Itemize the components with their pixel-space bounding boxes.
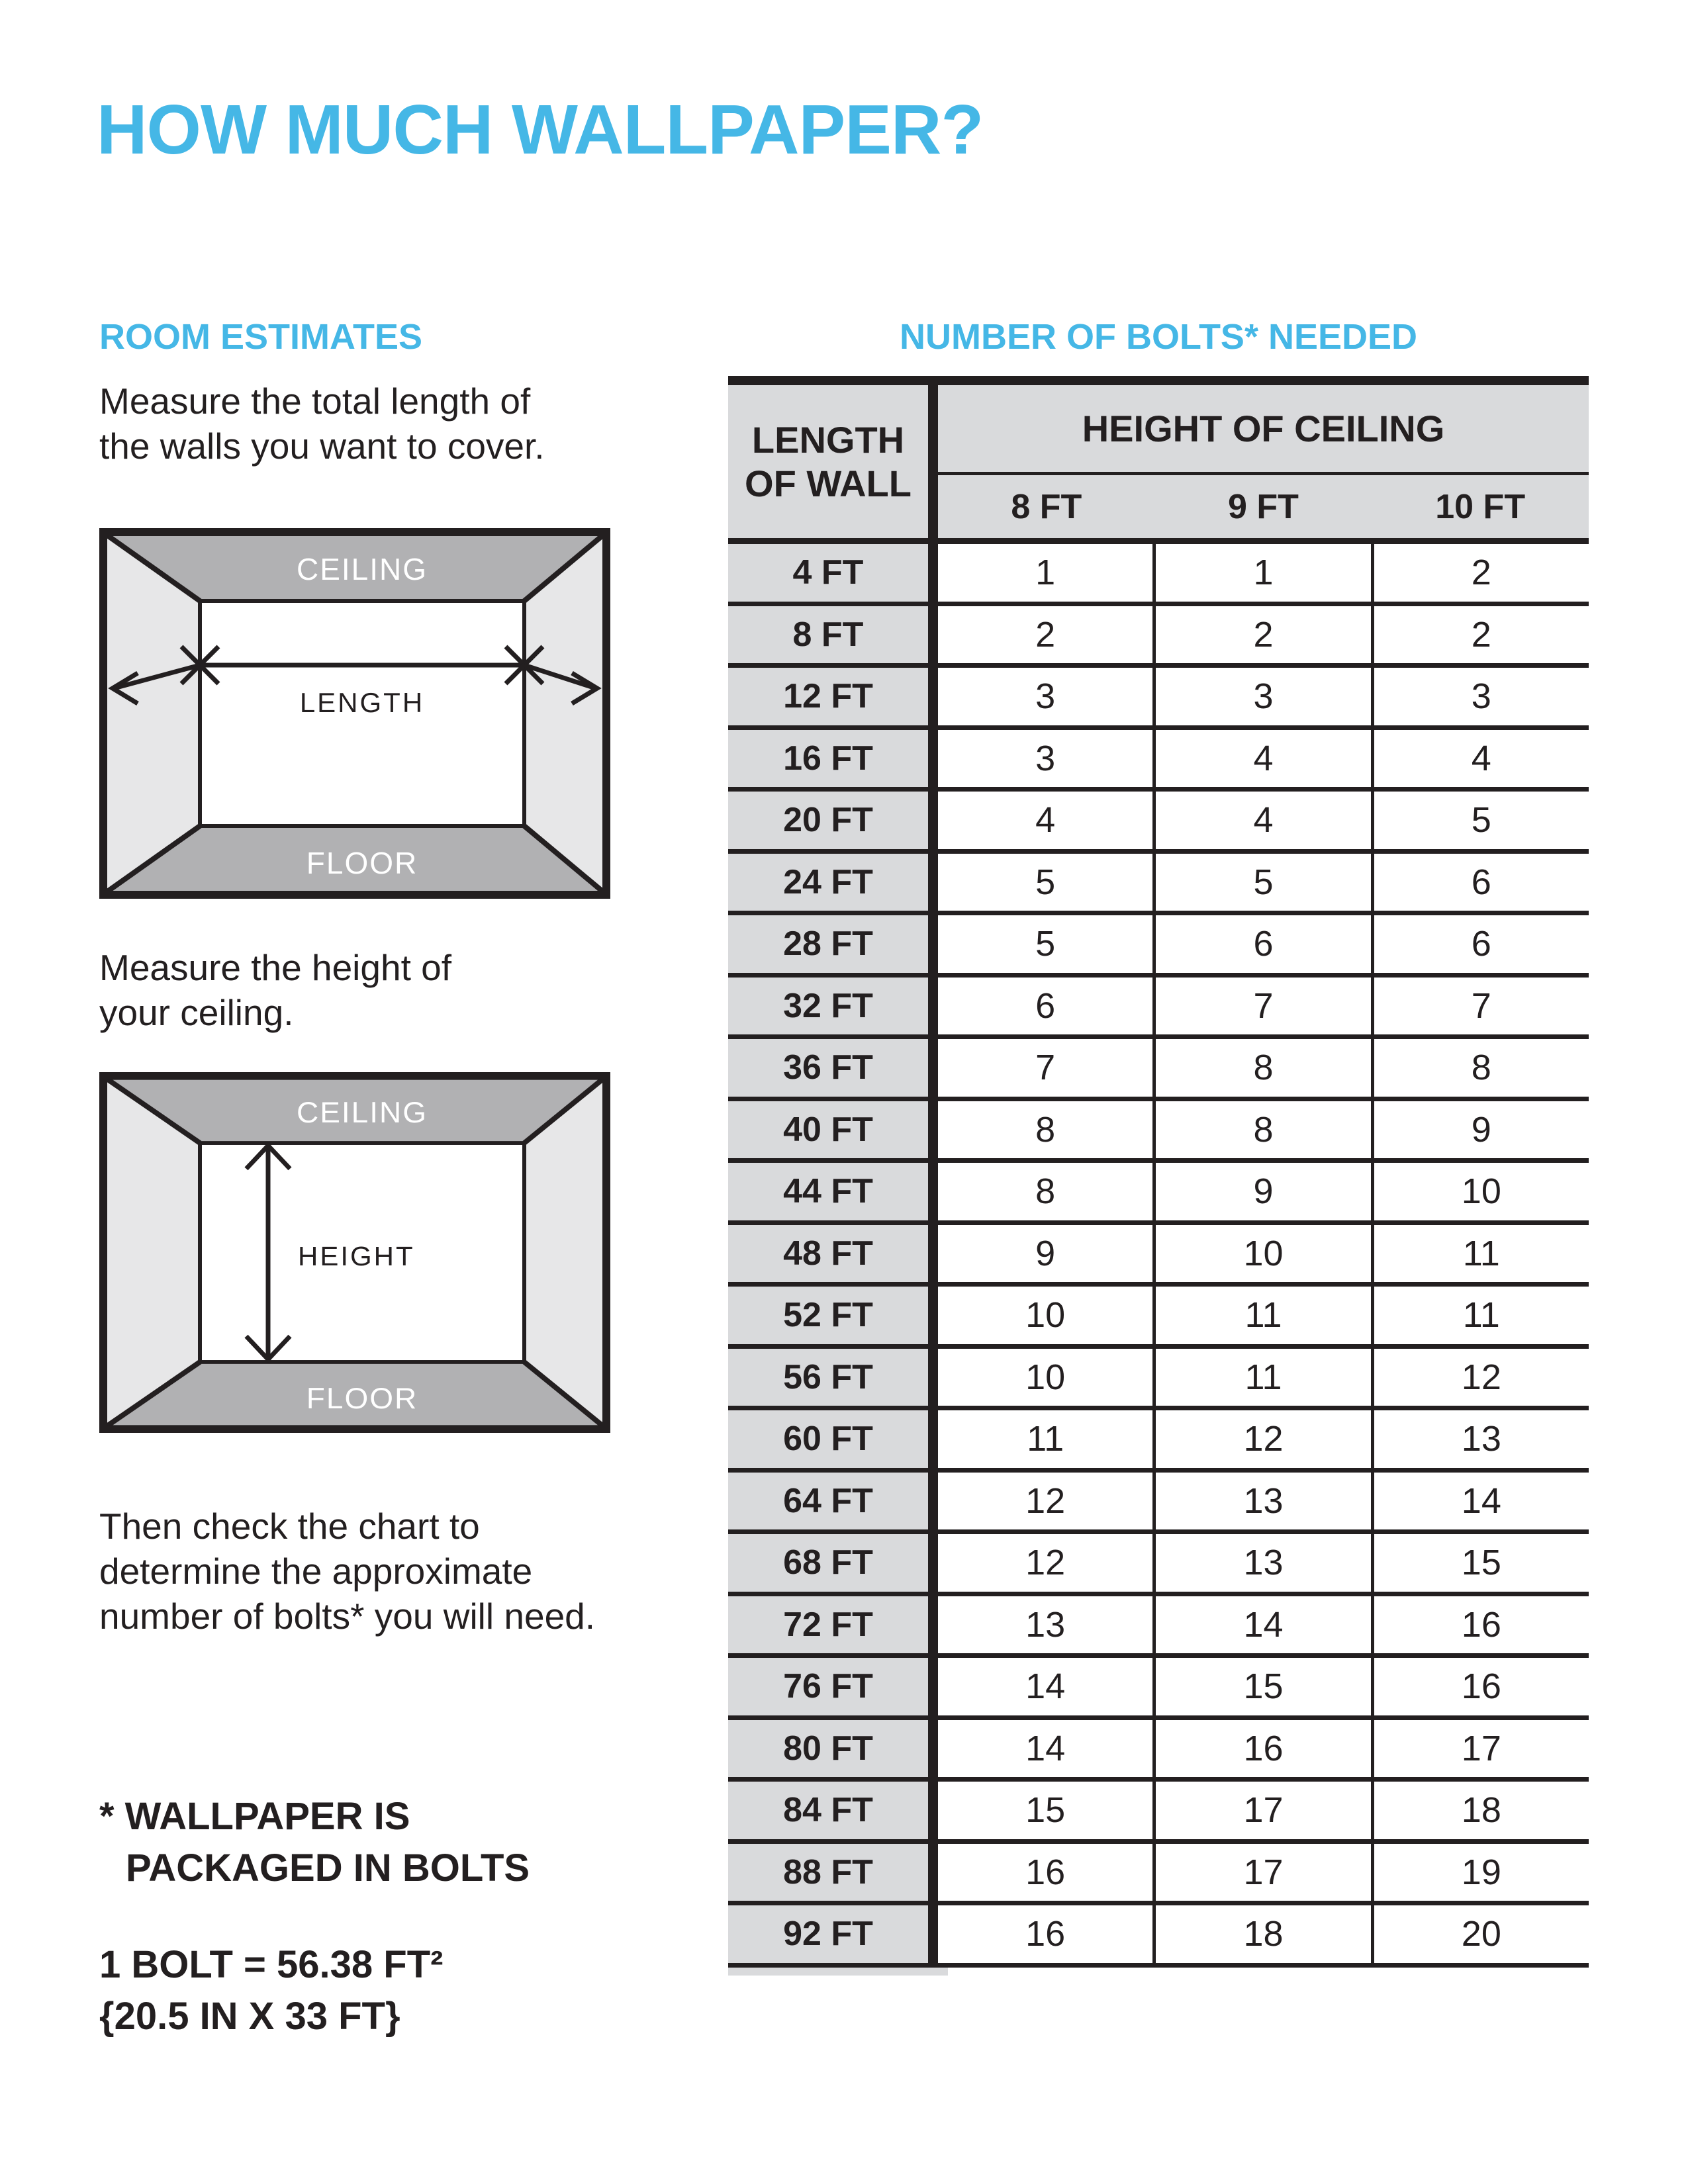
table-row (728, 1287, 1589, 1349)
room-length-diagram (99, 528, 610, 899)
table-row (728, 1349, 1589, 1411)
length-label: LENGTH (299, 687, 425, 718)
bolt-size-line: 1 BOLT = 56.38 FT² (99, 1943, 444, 1986)
room-height-diagram (99, 1072, 610, 1433)
row-length-label: 12 FT (728, 668, 938, 725)
cell-8ft: 14 (938, 1658, 1156, 1715)
ceiling-label: CEILING (297, 1095, 428, 1129)
cell-10ft: 17 (1374, 1720, 1589, 1778)
row-length-label: 20 FT (728, 792, 938, 849)
paragraph-line: Measure the height of (99, 947, 452, 988)
cell-9ft: 4 (1156, 792, 1374, 849)
cell-9ft: 17 (1156, 1844, 1374, 1901)
cell-8ft: 10 (938, 1287, 1156, 1344)
cell-10ft: 15 (1374, 1534, 1589, 1592)
cell-9ft: 4 (1156, 730, 1374, 788)
room-estimates-heading: ROOM ESTIMATES (99, 317, 423, 357)
row-length-label: 24 FT (728, 854, 938, 911)
table-row (728, 1473, 1589, 1535)
cell-8ft: 2 (938, 606, 1156, 664)
header-line: LENGTH (751, 418, 905, 461)
row-length-label: 88 FT (728, 1844, 938, 1901)
cell-9ft: 1 (1156, 544, 1374, 602)
row-length-label: 16 FT (728, 730, 938, 788)
cell-10ft: 12 (1374, 1349, 1589, 1406)
table-row (728, 606, 1589, 668)
cell-8ft: 8 (938, 1101, 1156, 1159)
cell-9ft: 18 (1156, 1905, 1374, 1963)
cell-8ft: 13 (938, 1596, 1156, 1654)
cell-9ft: 14 (1156, 1596, 1374, 1654)
paragraph-line: your ceiling. (99, 992, 294, 1033)
cell-8ft: 4 (938, 792, 1156, 849)
row-length-label: 40 FT (728, 1101, 938, 1159)
paragraph-line: number of bolts* you will need. (99, 1596, 596, 1637)
cell-9ft: 15 (1156, 1658, 1374, 1715)
bolts-needed-heading: NUMBER OF BOLTS* NEEDED (899, 317, 1418, 357)
cell-9ft: 5 (1156, 854, 1374, 911)
cell-8ft: 3 (938, 668, 1156, 725)
cell-9ft: 3 (1156, 668, 1374, 725)
cell-10ft: 3 (1374, 668, 1589, 725)
cell-8ft: 7 (938, 1039, 1156, 1097)
cell-10ft: 2 (1374, 606, 1589, 664)
cell-9ft: 7 (1156, 978, 1374, 1035)
table-row (728, 544, 1589, 606)
cell-8ft: 5 (938, 915, 1156, 973)
row-length-label: 32 FT (728, 978, 938, 1035)
table-row (728, 1658, 1589, 1720)
table-row (728, 978, 1589, 1040)
header-line: OF WALL (745, 462, 912, 504)
cell-10ft: 16 (1374, 1658, 1589, 1715)
table-row (728, 854, 1589, 916)
table-row (728, 1782, 1589, 1844)
cell-10ft: 11 (1374, 1287, 1589, 1344)
length-of-wall-header (728, 385, 938, 538)
table-gray-tail (728, 1968, 948, 1976)
page-title: HOW MUCH WALLPAPER? (97, 91, 984, 169)
cell-8ft: 12 (938, 1534, 1156, 1592)
table-row (728, 1410, 1589, 1473)
paragraph-line: Measure the total length of (99, 381, 531, 422)
table-row (728, 1844, 1589, 1906)
table-row (728, 1101, 1589, 1163)
table-row (728, 668, 1589, 730)
bolt-size-info (99, 1939, 443, 2042)
cell-9ft: 6 (1156, 915, 1374, 973)
row-length-label: 76 FT (728, 1658, 938, 1715)
cell-10ft: 11 (1374, 1225, 1589, 1283)
cell-10ft: 8 (1374, 1039, 1589, 1097)
bolt-size-line: {20.5 IN X 33 FT} (99, 1995, 400, 2038)
table-row (728, 1039, 1589, 1101)
cell-10ft: 7 (1374, 978, 1589, 1035)
table-row (728, 792, 1589, 854)
footnote-line: PACKAGED IN BOLTS (126, 1846, 530, 1889)
bolts-footnote (99, 1791, 530, 1894)
row-length-label: 68 FT (728, 1534, 938, 1592)
row-length-label: 60 FT (728, 1410, 938, 1468)
ceiling-label: CEILING (296, 552, 428, 586)
cell-8ft: 6 (938, 978, 1156, 1035)
cell-9ft: 9 (1156, 1163, 1374, 1220)
column-header-10ft: 10 FT (1435, 487, 1526, 526)
floor-label: FLOOR (306, 846, 418, 880)
cell-8ft: 5 (938, 854, 1156, 911)
footnote-line: * WALLPAPER IS (99, 1795, 410, 1838)
row-length-label: 36 FT (728, 1039, 938, 1097)
cell-8ft: 15 (938, 1782, 1156, 1839)
cell-8ft: 1 (938, 544, 1156, 602)
measure-length-paragraph (99, 379, 545, 469)
cell-8ft: 12 (938, 1473, 1156, 1530)
row-length-label: 28 FT (728, 915, 938, 973)
cell-8ft: 9 (938, 1225, 1156, 1283)
row-length-label: 4 FT (728, 544, 938, 602)
cell-10ft: 14 (1374, 1473, 1589, 1530)
row-length-label: 8 FT (728, 606, 938, 664)
cell-9ft: 2 (1156, 606, 1374, 664)
table-row (728, 915, 1589, 978)
paragraph-line: determine the approximate (99, 1551, 533, 1592)
height-of-ceiling-header: HEIGHT OF CEILING (938, 385, 1589, 475)
row-length-label: 72 FT (728, 1596, 938, 1654)
cell-9ft: 8 (1156, 1039, 1374, 1097)
column-header-8ft: 8 FT (1011, 487, 1082, 526)
cell-8ft: 10 (938, 1349, 1156, 1406)
cell-9ft: 13 (1156, 1473, 1374, 1530)
cell-9ft: 11 (1156, 1349, 1374, 1406)
row-length-label: 56 FT (728, 1349, 938, 1406)
ceiling-height-columns (938, 475, 1589, 538)
cell-9ft: 8 (1156, 1101, 1374, 1159)
measure-height-paragraph (99, 945, 451, 1035)
row-length-label: 64 FT (728, 1473, 938, 1530)
cell-10ft: 13 (1374, 1410, 1589, 1468)
cell-8ft: 3 (938, 730, 1156, 788)
row-length-label: 80 FT (728, 1720, 938, 1778)
table-row (728, 1720, 1589, 1782)
cell-10ft: 18 (1374, 1782, 1589, 1839)
paragraph-line: Then check the chart to (99, 1506, 480, 1547)
cell-9ft: 11 (1156, 1287, 1374, 1344)
row-length-label: 52 FT (728, 1287, 938, 1344)
table-row (728, 1225, 1589, 1287)
cell-10ft: 9 (1374, 1101, 1589, 1159)
cell-8ft: 16 (938, 1844, 1156, 1901)
table-row (728, 1534, 1589, 1596)
cell-10ft: 10 (1374, 1163, 1589, 1220)
table-header (728, 385, 1589, 544)
cell-8ft: 14 (938, 1720, 1156, 1778)
cell-10ft: 19 (1374, 1844, 1589, 1901)
cell-10ft: 16 (1374, 1596, 1589, 1654)
cell-8ft: 16 (938, 1905, 1156, 1963)
cell-10ft: 20 (1374, 1905, 1589, 1963)
check-chart-paragraph (99, 1504, 595, 1639)
cell-9ft: 13 (1156, 1534, 1374, 1592)
cell-10ft: 5 (1374, 792, 1589, 849)
column-header-9ft: 9 FT (1228, 487, 1299, 526)
table-row (728, 1596, 1589, 1659)
cell-9ft: 12 (1156, 1410, 1374, 1468)
floor-label: FLOOR (306, 1381, 418, 1415)
row-length-label: 44 FT (728, 1163, 938, 1220)
table-row (728, 1905, 1589, 1968)
height-label: HEIGHT (297, 1240, 415, 1271)
cell-10ft: 4 (1374, 730, 1589, 788)
table-top-bar (728, 376, 1589, 385)
row-length-label: 92 FT (728, 1905, 938, 1963)
cell-9ft: 16 (1156, 1720, 1374, 1778)
cell-9ft: 10 (1156, 1225, 1374, 1283)
cell-8ft: 8 (938, 1163, 1156, 1220)
cell-8ft: 11 (938, 1410, 1156, 1468)
row-length-label: 84 FT (728, 1782, 938, 1839)
cell-10ft: 6 (1374, 915, 1589, 973)
height-of-ceiling-header-group (938, 385, 1589, 538)
row-length-label: 48 FT (728, 1225, 938, 1283)
cell-9ft: 17 (1156, 1782, 1374, 1839)
bolts-table (728, 376, 1589, 1976)
table-row (728, 1163, 1589, 1225)
cell-10ft: 2 (1374, 544, 1589, 602)
table-row (728, 730, 1589, 792)
cell-10ft: 6 (1374, 854, 1589, 911)
paragraph-line: the walls you want to cover. (99, 426, 545, 467)
